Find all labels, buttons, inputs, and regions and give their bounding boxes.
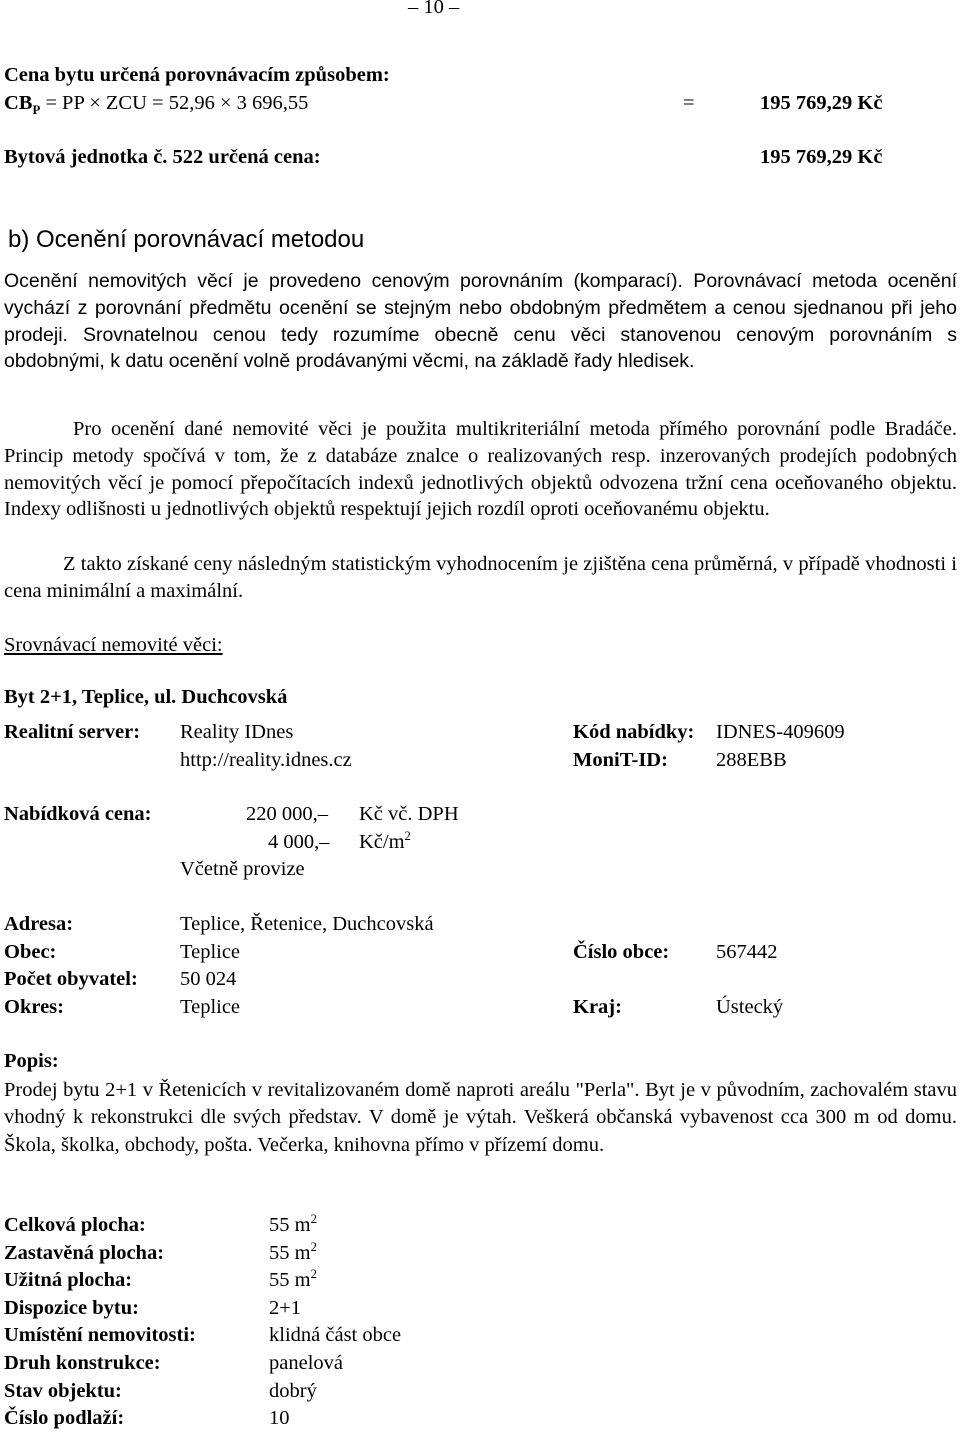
comparable-title: Byt 2+1, Teplice, ul. Duchcovská [4,686,288,708]
cbp-equals: = [683,92,695,114]
parameter-label: Celková plocha: [4,1214,146,1236]
price-value: 220 000,– [246,803,328,825]
monit-label: MoniT-ID: [573,749,668,771]
price-unit: Kč vč. DPH [359,803,459,825]
region-value: Ústecký [716,996,784,1018]
parameter-label: Umístění nemovitosti: [4,1324,196,1346]
description-text: Prodej bytu 2+1 v Řetenicích v revitalizovaném domě naproti areálu "Perla". Byt je v původním, zachovalém stavu vhodný k rekonstrukci dle svých představ. V domě je výtah. Veškerá občanská vybavenost cca 300 m od domu. Škola, školka, obchody, pošta. Večerka, knihovna přímo v přízemí domu. [4,1079,957,1156]
parameter-value: 55 $m^2$ [269,1267,317,1291]
parameter-label: Zastavěná plocha: [4,1242,165,1264]
unit-price-value: 195 769,29 Kč [760,146,883,168]
section-b-heading: b) Ocenění porovnávací metodou [8,226,365,253]
parameter-value: 10 [269,1407,290,1429]
description-label: Popis: [4,1050,59,1072]
comparables-heading: Srovnávací nemovité věci: [4,634,223,656]
monit-id: 288EBB [716,749,787,771]
address-value: Teplice, Řetenice, Duchcovská [180,913,434,935]
parameter-value: 2+1 [269,1297,302,1319]
parameter-label: Užitná plocha: [4,1269,133,1291]
section-b-paragraph-1: Ocenění nemovitých věcí je provedeno cenovým porovnáním (komparací). Porovnávací metoda ocenění vychází z porovnání předmětu ocenění se stejným nebo obdobným předmětem a cenou sjednanou při jeho prodeji. Srovnatelnou cenou tedy rozumíme obecně cenu věci stanovenou cenovým porovnáním s obdobnými, k datu ocenění volně prodávanými věcmi, na základě řady hledisek. [4,270,957,373]
municipality-number-value: 567442 [716,941,778,963]
unit-price-label: Bytová jednotka č. 522 určená cena: [4,146,321,168]
cbp-formula [4,92,309,118]
page-number: – 10 – [408,0,460,18]
server-name: Reality IDnes [180,721,294,743]
price-note: Včetně provize [180,858,305,880]
server-label: Realitní server: [4,721,141,743]
population-value: 50 024 [180,968,237,990]
offer-code: IDNES-409609 [716,721,845,743]
parameter-value: dobrý [269,1380,317,1402]
cbp-symbol-sub: P [32,103,41,118]
parameter-label: Stav objektu: [4,1380,122,1402]
server-url: http://reality.idnes.cz [180,749,352,771]
region-label: Kraj: [573,996,622,1018]
municipality-label: Obec: [4,941,57,963]
offer-code-label: Kód nabídky: [573,721,695,743]
parameter-label: Číslo podlaží: [4,1407,125,1429]
parameter-value: klidná část obce [269,1324,402,1346]
price-label: Nabídková cena: [4,803,152,825]
cbp-heading: Cena bytu určená porovnávacím způsobem: [4,64,390,86]
municipality-number-label: Číslo obce: [573,941,670,963]
population-label: Počet obyvatel: [4,968,138,990]
address-label: Adresa: [4,913,74,935]
parameter-label: Druh konstrukce: [4,1352,161,1374]
district-value: Teplice [180,996,241,1018]
cbp-formula-text: = PP × ZCU = 52,96 × 3 696,55 [40,92,309,114]
cbp-symbol: CB [4,92,33,114]
parameter-value: 55 $m^2$ [269,1240,317,1264]
price-per-m2-value: 4 000,– [268,831,330,853]
district-label: Okres: [4,996,64,1018]
price-per-m2-unit: $Kč/m^2$ [359,829,411,853]
section-b-paragraph-3: Z takto získané ceny následným statistickým vyhodnocením je zjištěna cena průměrná, v případě vhodnosti i cena minimální a maximální. [4,553,957,602]
parameter-value: 55 $m^2$ [269,1212,317,1236]
parameter-value: panelová [269,1352,343,1374]
parameter-label: Dispozice bytu: [4,1297,139,1319]
section-b-paragraph-2: Pro ocenění dané nemovité věci je použita multikriteriální metoda přímého porovnání podle Bradáče. Princip metody spočívá v tom, že z databáze znalce o realizovaných resp. inzerovaných prodejích podobných nemovitých věcí je pomocí přepočítacích indexů jednotlivých objektů odvozena tržní cena oceňovaného objektu. Indexy odlišnosti u jednotlivých objektů respektují jejich rozdíl oproti oceňovanému objektu. [4,418,957,521]
municipality-value: Teplice [180,941,241,963]
cbp-result: 195 769,29 Kč [760,92,883,114]
